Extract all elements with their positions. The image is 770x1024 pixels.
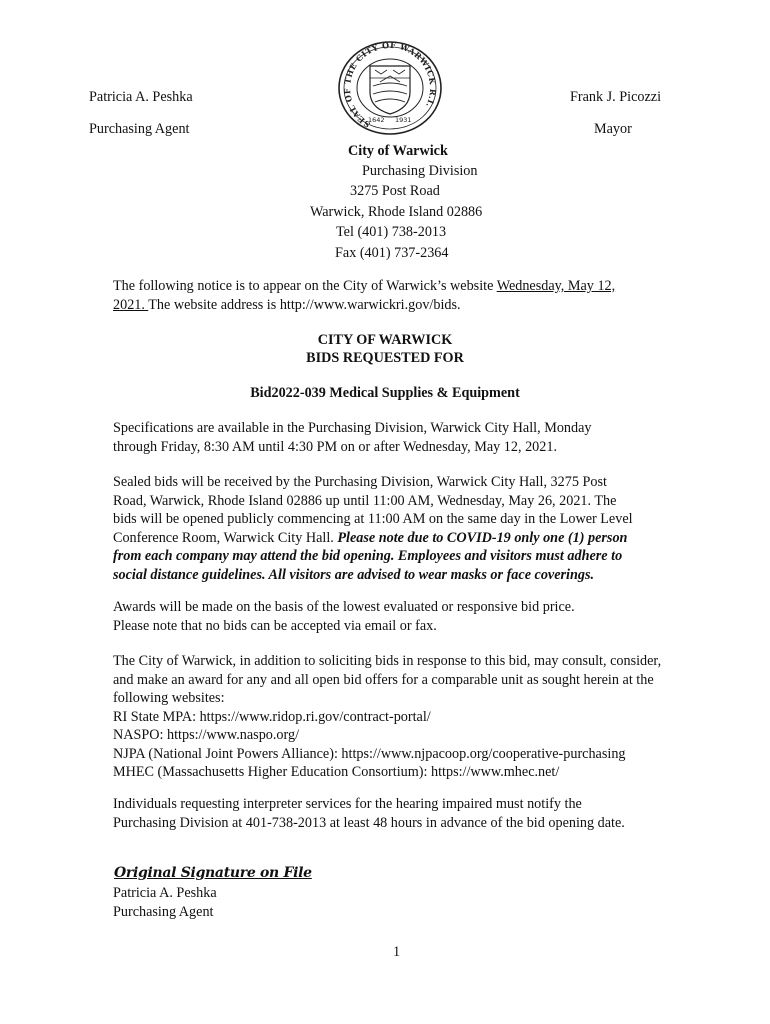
- seal-year-right: 1931: [395, 116, 412, 124]
- header-right-name: Frank J. Picozzi: [570, 89, 662, 105]
- sealed-bids-paragraph: [113, 473, 693, 584]
- covid-notice: from each company may attend the bid opening. Employees and visitors must adhere to: [113, 548, 623, 564]
- notice-paragraph: [113, 277, 693, 314]
- address-city: Warwick, Rhode Island 02886: [310, 204, 483, 220]
- header-left-name: Patricia A. Peshka: [89, 89, 193, 105]
- text-line: bids will be opened publicly commencing at 11:00 AM on the same day in the Lower Level: [113, 511, 633, 527]
- text-line: Specifications are available in the Purchasing Division, Warwick City Hall, Monday: [113, 420, 592, 436]
- text-line: The City of Warwick, in addition to soliciting bids in response to this bid, may consult, consider,: [113, 653, 662, 669]
- website-line: RI State MPA: https://www.ridop.ri.gov/contract-portal/: [113, 708, 431, 725]
- text-line: Road, Warwick, Rhode Island 02886 up until 11:00 AM, Wednesday, May 26, 2021. The: [113, 492, 617, 509]
- text-line: Individuals requesting interpreter services for the hearing impaired must notify the: [113, 796, 582, 812]
- consult-paragraph: [113, 652, 693, 782]
- website-line: NJPA (National Joint Powers Alliance): https://www.njpacoop.org/cooperative-purchasing: [113, 745, 626, 762]
- text-line: and make an award for any and all open bid offers for a comparable unit as sought herein at the: [113, 671, 654, 688]
- address-org: City of Warwick: [348, 143, 448, 159]
- signature-line: Original Signature on File: [114, 865, 312, 881]
- awards-paragraph: [113, 598, 693, 635]
- notice-date-year: 2021.: [113, 296, 149, 313]
- text-line: Please note that no bids can be accepted via email or fax.: [113, 617, 437, 634]
- seal-year-left: 1642: [368, 116, 385, 124]
- address-fax: Fax (401) 737-2364: [335, 245, 449, 261]
- notice-text: The following notice is to appear on the City of Warwick’s website: [113, 278, 497, 294]
- city-seal: [337, 40, 443, 136]
- address-street: 3275 Post Road: [350, 183, 440, 199]
- text-line: Awards will be made on the basis of the lowest evaluated or responsive bid price.: [113, 599, 575, 615]
- specifications-paragraph: [113, 419, 693, 456]
- text-line: through Friday, 8:30 AM until 4:30 PM on or after Wednesday, May 12, 2021.: [113, 438, 558, 455]
- covid-notice: social distance guidelines. All visitors are advised to wear masks or face coverings.: [113, 566, 595, 583]
- signature-title: Purchasing Agent: [113, 904, 214, 920]
- heading-bids-requested: BIDS REQUESTED FOR: [306, 350, 464, 366]
- notice-date: Wednesday, May 12,: [496, 278, 616, 294]
- header-right-title: Mayor: [594, 121, 632, 137]
- text-line: Sealed bids will be received by the Purchasing Division, Warwick City Hall, 3275 Post: [113, 474, 607, 490]
- address-division: Purchasing Division: [362, 163, 478, 179]
- page-number: 1: [393, 944, 401, 960]
- header-left-title: Purchasing Agent: [89, 121, 190, 137]
- interpreter-paragraph: [113, 795, 693, 832]
- heading-city: CITY OF WARWICK: [317, 332, 453, 348]
- text-line: Purchasing Division at 401-738-2013 at least 48 hours in advance of the bid opening date.: [113, 814, 625, 831]
- signature-name: Patricia A. Peshka: [113, 885, 217, 901]
- seal-ring-text: SEAL OF THE CITY OF WARWICK R.I.: [341, 40, 439, 130]
- text-segment: Conference Room, Warwick City Hall.: [113, 529, 338, 546]
- heading-bid-title: Bid2022-039 Medical Supplies & Equipment: [250, 385, 520, 401]
- website-line: NASPO: https://www.naspo.org/: [113, 727, 300, 743]
- website-line: MHEC (Massachusetts Higher Education Consortium): https://www.mhec.net/: [113, 764, 560, 780]
- covid-notice: Please note due to COVID-19 only one (1) person: [337, 529, 628, 546]
- text-line: following websites:: [113, 690, 225, 706]
- address-tel: Tel (401) 738-2013: [336, 224, 447, 240]
- notice-website: The website address is http://www.warwickri.gov/bids.: [148, 296, 461, 313]
